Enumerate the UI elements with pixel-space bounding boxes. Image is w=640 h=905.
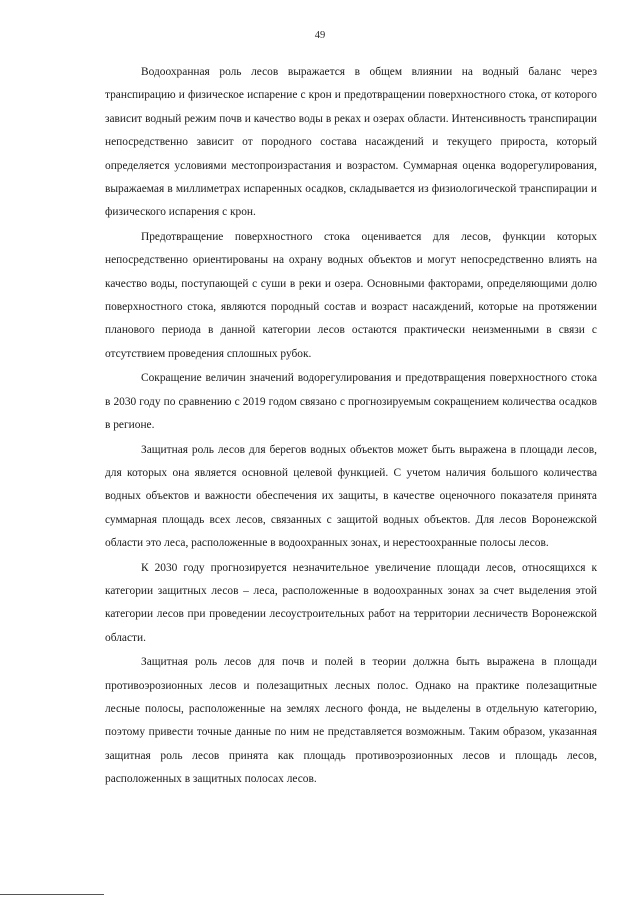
paragraph-shore-protection-role: Защитная роль лесов для берегов водных объектов может быть выражена в площади лесов, для которых она является основной целевой функцией. С учетом наличия большого количества водных объектов и важности обеспечения их защиты, в качестве оценочного показателя принята суммарная площадь всех лесов, связанных с защитой водных объектов. Для лесов Воронежской области это леса, расположенные в водоохранных зонах, и нерестоохранные полосы лесов. <box>105 443 597 550</box>
paragraph-surface-runoff-prevention: Предотвращение поверхностного стока оценивается для лесов, функции которых непосредственно ориентированы на охрану водных объектов и могут непосредственно влиять на качество воды, поступающей с суши в реки и озера. Основными факторами, определяющими долю поверхностного стока, являются породный состав и возраст насаждений, которые на протяжении планового периода в данной категории лесов остаются практически неизменными в связи с отсутствием проведения сплошных рубок. <box>105 230 597 360</box>
body-text <box>105 61 597 792</box>
paragraph-soil-field-protection-role: Защитная роль лесов для почв и полей в теории должна быть выражена в площади противоэрозионных лесов и полезащитных лесных полос. Однако на практике полезащитные лесные полосы, расположенные на землях лесного фонда, не выделены в отдельную категорию, поэтому привести точные данные по ним не представляется возможным. Таким образом, указанная защитная роль лесов принята как площадь противоэрозионных лесов и площадь лесов, расположенных в защитных полосах лесов. <box>105 656 597 786</box>
page-number: 49 <box>314 30 326 41</box>
paragraph-water-protection-role: Водоохранная роль лесов выражается в общем влиянии на водный баланс через транспирацию и физическое испарение с крон и предотвращении поверхностного стока, от которого зависит водный режим почв и качество воды в реках и озерах области. Интенсивность транспирации непосредственно зависит от породного состава насаждений и текущего прироста, который определяется условиями местопроизрастания и возрастом. Суммарная оценка водорегулирования, выражаемая в миллиметрах испаренных осадков, складывается из физиологической транспирации и физического испарения с крон. <box>105 66 597 219</box>
footer-rule <box>0 894 104 895</box>
paragraph-runoff-reduction-forecast: Сокращение величин значений водорегулирования и предотвращения поверхностного стока в 2030 году по сравнению с 2019 годом связано с прогнозируемым сокращением количества осадков в регионе. <box>105 372 597 432</box>
paragraph-2030-area-forecast: К 2030 году прогнозируется незначительное увеличение площади лесов, относящихся к категории защитных лесов – леса, расположенные в водоохранных зонах за счет выделения этой категории лесов при проведении лесоустроительных работ на территории лесничеств Воронежской области. <box>105 561 597 644</box>
